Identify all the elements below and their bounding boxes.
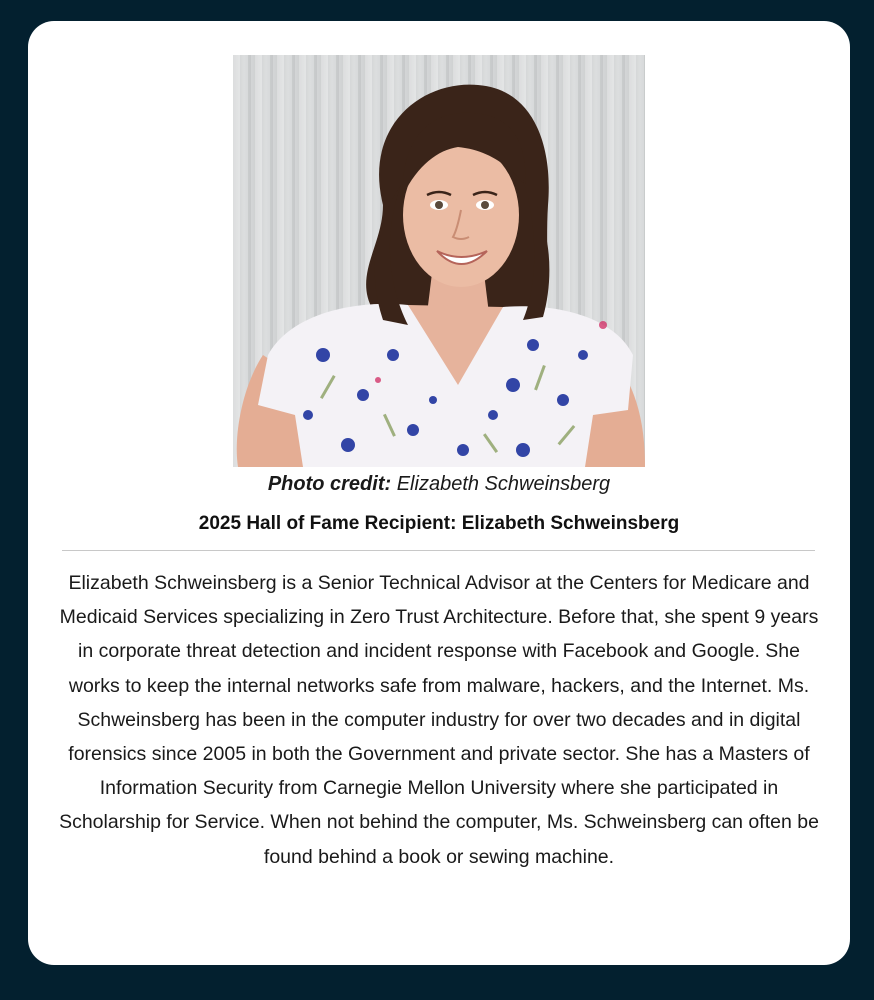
caption-title: 2025 Hall of Fame Recipient: Elizabeth Schweinsberg: [198, 513, 680, 534]
portrait-illustration: [233, 55, 645, 467]
photo-credit-label: Photo credit:: [267, 473, 392, 495]
portrait-photo: [233, 55, 645, 467]
profile-card: [28, 21, 850, 965]
photo-credit: [28, 473, 850, 496]
divider: [62, 550, 815, 551]
photo-credit-name: Elizabeth Schweinsberg: [396, 473, 611, 495]
bio-paragraph: Elizabeth Schweinsberg is a Senior Technical Advisor at the Centers for Medicare and Medicaid Services specializing in Zero Trust Architecture. Before that, she spent 9 years in corporate threat detection and incident response with Facebook and Google. She works to keep the internal networks safe from malware, hackers, and the Internet. Ms. Schweinsberg has been in the computer industry for over two decades and in digital forensics since 2005 in both the Government and private sector. She has a Masters of Information Security from Carnegie Mellon University where she participated in Scholarship for Service. When not behind the computer, Ms. Schweinsberg can often be found behind a book or sewing machine.: [59, 572, 819, 868]
